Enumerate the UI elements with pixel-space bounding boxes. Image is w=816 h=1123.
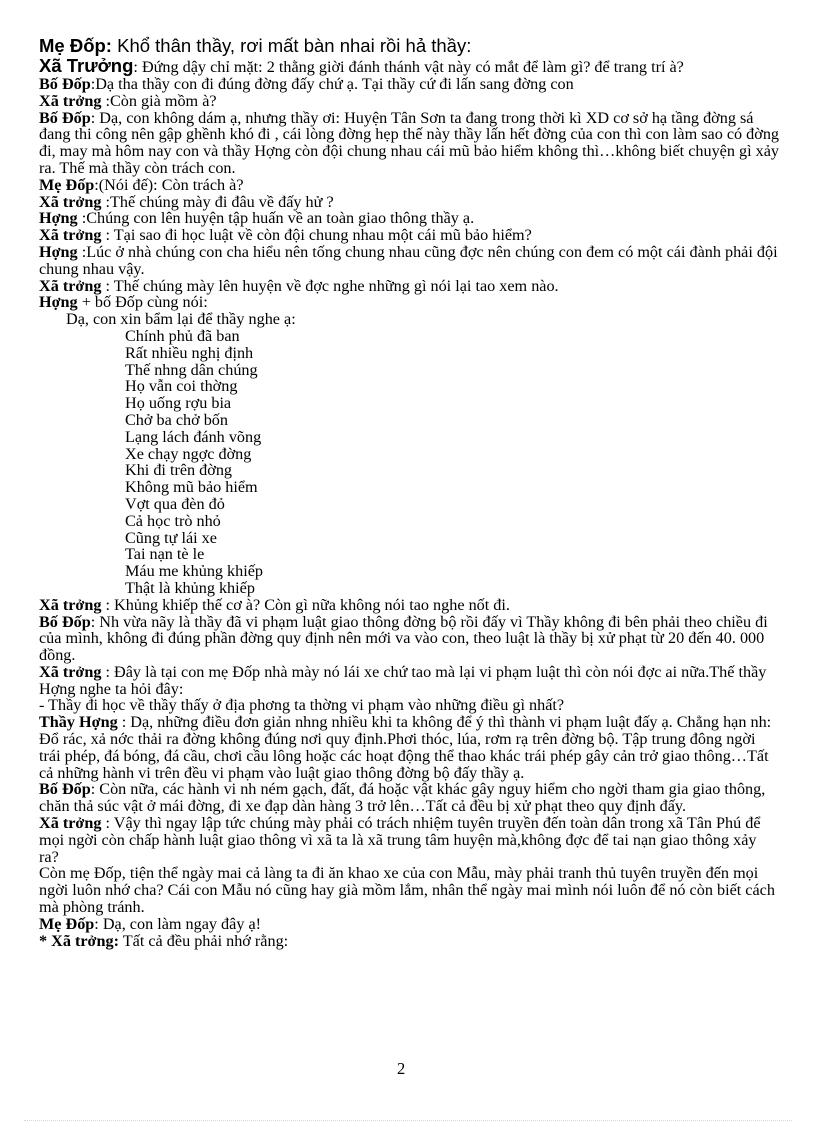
- dialogue-text: + bố Đốp cùng nói:: [77, 293, 208, 312]
- dialogue-text: : Còn nữa, các hành vi nh ném gạch, đất, đá hoặc vật khác gây nguy hiểm cho ngời tham gia giao thông, chăn thả súc vật ở mái đờng, đi xe đạp dàn hàng 3 trở lên…Tất cả đều bị xử phạt theo quy định đấy.: [39, 780, 766, 816]
- dialogue-text: Khổ thân thầy, rơi mất bàn nhai rồi hả thầy:: [111, 35, 472, 56]
- document-page: [39, 36, 779, 949]
- dialogue-text: :Còn già mồm à?: [101, 91, 217, 110]
- dialogue-block-1: [39, 36, 779, 311]
- dialogue-line: [39, 294, 779, 311]
- poem-line: Họ vẫn coi thờng: [125, 377, 238, 396]
- speaker-name: Xã trởng: [39, 595, 102, 614]
- speaker-name: Mẹ Đốp: [39, 914, 95, 933]
- speaker-name: Hợng: [39, 209, 78, 228]
- dialogue-line: [39, 614, 779, 664]
- dialogue-text: : Đứng dậy chỉ mặt: 2 thằng giời đánh thánh vật này có mắt để làm gì? để trang trí à?: [133, 58, 684, 76]
- dialogue-text: : Thế chúng mày lên huyện về đợc nghe những gì nói lại tao xem nào.: [101, 276, 559, 295]
- speaker-name: Bố Đốp: [39, 108, 91, 127]
- poem-line: Thật là khủng khiếp: [125, 578, 255, 597]
- speaker-name: Xã trởng: [39, 276, 102, 295]
- dialogue-line: [39, 227, 779, 244]
- dialogue-block-2: [39, 597, 779, 950]
- dialogue-line: [39, 714, 779, 781]
- dialogue-text: :Dạ tha thầy con đi đúng đờng đấy chứ ạ. Tại thầy cứ đi lấn sang đờng con: [90, 75, 574, 93]
- poem-intro: Dạ, con xin bẩm lại để thầy nghe ạ:: [66, 310, 296, 329]
- speaker-name: Thầy Hợng: [39, 713, 118, 732]
- dialogue-line: [39, 36, 779, 56]
- page-number: 2: [397, 1059, 406, 1078]
- dialogue-line: [39, 110, 779, 177]
- poem-line: Lạng lách đánh võng: [125, 427, 262, 446]
- dialogue-line: [39, 815, 779, 865]
- dialogue-text: : Dạ, những điều đơn giản nhng nhiều khi ta không để ý thì thành vi phạm luật đấy ạ. Chẳng hạn nh: Đổ rác, xả nớc thải ra đờng không đúng nơi quy định.Phơi thóc, lúa, rơm rạ trên đờng bộ. Tập trung đông ngời trái phép, đá bóng, đá cầu, chơi cầu lông hoặc các hoạt động thể thao khác trái phép gây cản trở giao thông…Tất cả những hành vi trên đều vi phạm vào luật giao thông đờng bộ đấy thầy ạ.: [39, 713, 772, 782]
- speaker-name: Xã Trưởng: [39, 55, 134, 76]
- speaker-name: Bố Đốp: [39, 780, 91, 799]
- dialogue-line: [39, 278, 779, 295]
- poem-line: Xe chạy ngợc đờng: [125, 444, 252, 463]
- poem-line: Không mũ bảo hiểm: [125, 478, 258, 497]
- speaker-name: Mẹ Đốp:: [39, 35, 112, 56]
- speaker-name: Hợng: [39, 293, 78, 312]
- dialogue-text: :Thế chúng mày đi đâu về đấy hử ?: [101, 192, 334, 211]
- poem-line: Máu me khủng khiếp: [125, 562, 264, 581]
- poem-line: Họ uống rợu bia: [125, 394, 232, 413]
- dialogue-line: [39, 244, 779, 278]
- dialogue-text: - Thầy đi học về thầy thấy ở địa phơng ta thờng vi phạm vào những điều gì nhất?: [39, 696, 565, 715]
- dialogue-line: [39, 664, 779, 698]
- speaker-name: Xã trởng: [39, 226, 102, 245]
- dialogue-line: [39, 76, 779, 93]
- speaker-name: Xã trởng: [39, 91, 102, 110]
- poem-line: Thế nhng dân chúng: [125, 360, 258, 379]
- dialogue-line: [39, 933, 779, 950]
- dialogue-line: [39, 194, 779, 211]
- dialogue-text: : Khủng khiếp thế cơ à? Còn gì nữa không nói tao nghe nốt đi.: [101, 595, 510, 614]
- speaker-name: Bố Đốp: [39, 75, 91, 93]
- speaker-name: Mẹ Đốp: [39, 175, 95, 194]
- poem-line: Rất nhiều nghị định: [125, 343, 254, 362]
- dialogue-text: : Nh vừa nãy là thầy đã vi phạm luật giao thông đờng bộ rồi đấy vì Thầy không đi bên phải theo chiều đi của mình, không đi đúng phần đờng quy định nên mới va vào con, theo luật là thầy bị xử phạt từ 20 đến 40. 000 đồng.: [39, 612, 768, 665]
- dialogue-text: : Dạ, con không dám ạ, nhưng thầy ơi: Huyện Tân Sơn ta đang trong thời kì XD cơ sở hạ tầng đờng sá đang thi công nên gập ghềnh khó đi , cái lòng đờng hẹp thế này thầy lấn hết đờng của con thì con làm sao có đờng đi, may mà hôm nay con và thầy Hợng còn đội chung nhau cái mũ bảo hiểm không thì…không biết chuyện gì xảy ra. Thế mà thầy còn trách con.: [39, 108, 780, 177]
- dialogue-line: [39, 177, 779, 194]
- dialogue-line: [39, 781, 779, 815]
- dialogue-text: :(Nói đế): Còn trách à?: [94, 175, 244, 194]
- poem-line: Cả học trò nhỏ: [125, 511, 221, 530]
- dialogue-text: :Chúng con lên huyện tập huấn về an toàn giao thông thầy ạ.: [77, 209, 475, 228]
- dialogue-line: [39, 93, 779, 110]
- speaker-name: Bố Đốp: [39, 612, 91, 631]
- dialogue-line: [39, 210, 779, 227]
- speaker-name: Xã trởng: [39, 662, 102, 681]
- speaker-name: Xã trởng: [39, 814, 102, 833]
- dialogue-text: Còn mẹ Đốp, tiện thể ngày mai cả làng ta đi ăn khao xe của con Mẫu, mày phải tranh thủ tuyên truyền đến mọi ngời luôn nhớ cha? Cái con Mẫu nó cũng hay già mồm lắm, nhân thể ngày mai mình nói luôn để nó còn biết cách mà phòng tránh.: [39, 864, 775, 917]
- dialogue-text: : Vậy thì ngay lập tức chúng mày phải có trách nhiệm tuyên truyền đến toàn dân trong xã Tân Phú để mọi ngời còn chấp hành luật giao thông vì xã ta là xã trung tâm huyện mà,không đợc để tai nạn giao thông xảy ra?: [39, 814, 761, 866]
- dialogue-text: :Lúc ở nhà chúng con cha hiểu nên tống chung nhau cũng đợc nên chúng con đem có một cái đành phải đội chung nhau vậy.: [39, 242, 778, 278]
- poem: [39, 328, 779, 597]
- dialogue-text: : Đây là tại con mẹ Đốp nhà mày nó lái xe chứ tao mà lại vi phạm luật thì còn nói đợc ai nữa.Thế thầy Hợng nghe ta hỏi đây:: [39, 662, 767, 698]
- poem-line: Chở ba chở bốn: [125, 410, 228, 429]
- poem-line: Chính phủ đã ban: [125, 326, 240, 345]
- dialogue-line: [39, 865, 779, 915]
- poem-line: Khi đi trên đờng: [125, 461, 233, 480]
- poem-line: Cũng tự lái xe: [125, 528, 217, 547]
- speaker-name: Hợng: [39, 242, 78, 261]
- dialogue-line: [39, 56, 779, 76]
- dialogue-line: [39, 916, 779, 933]
- dialogue-line: [39, 697, 779, 714]
- dialogue-text: : Tại sao đi học luật về còn đội chung nhau một cái mũ bảo hiểm?: [101, 226, 532, 245]
- poem-line: Tai nạn tè le: [125, 545, 205, 564]
- speaker-name: * Xã trởng:: [39, 931, 119, 950]
- speaker-name: Xã trởng: [39, 192, 102, 211]
- footer-divider: [24, 1120, 792, 1121]
- poem-line: Vợt qua đèn đỏ: [125, 494, 225, 513]
- dialogue-line: [39, 597, 779, 614]
- dialogue-text: Tất cả đều phải nhớ rằng:: [119, 931, 289, 950]
- dialogue-text: : Dạ, con làm ngay đây ạ!: [94, 914, 262, 933]
